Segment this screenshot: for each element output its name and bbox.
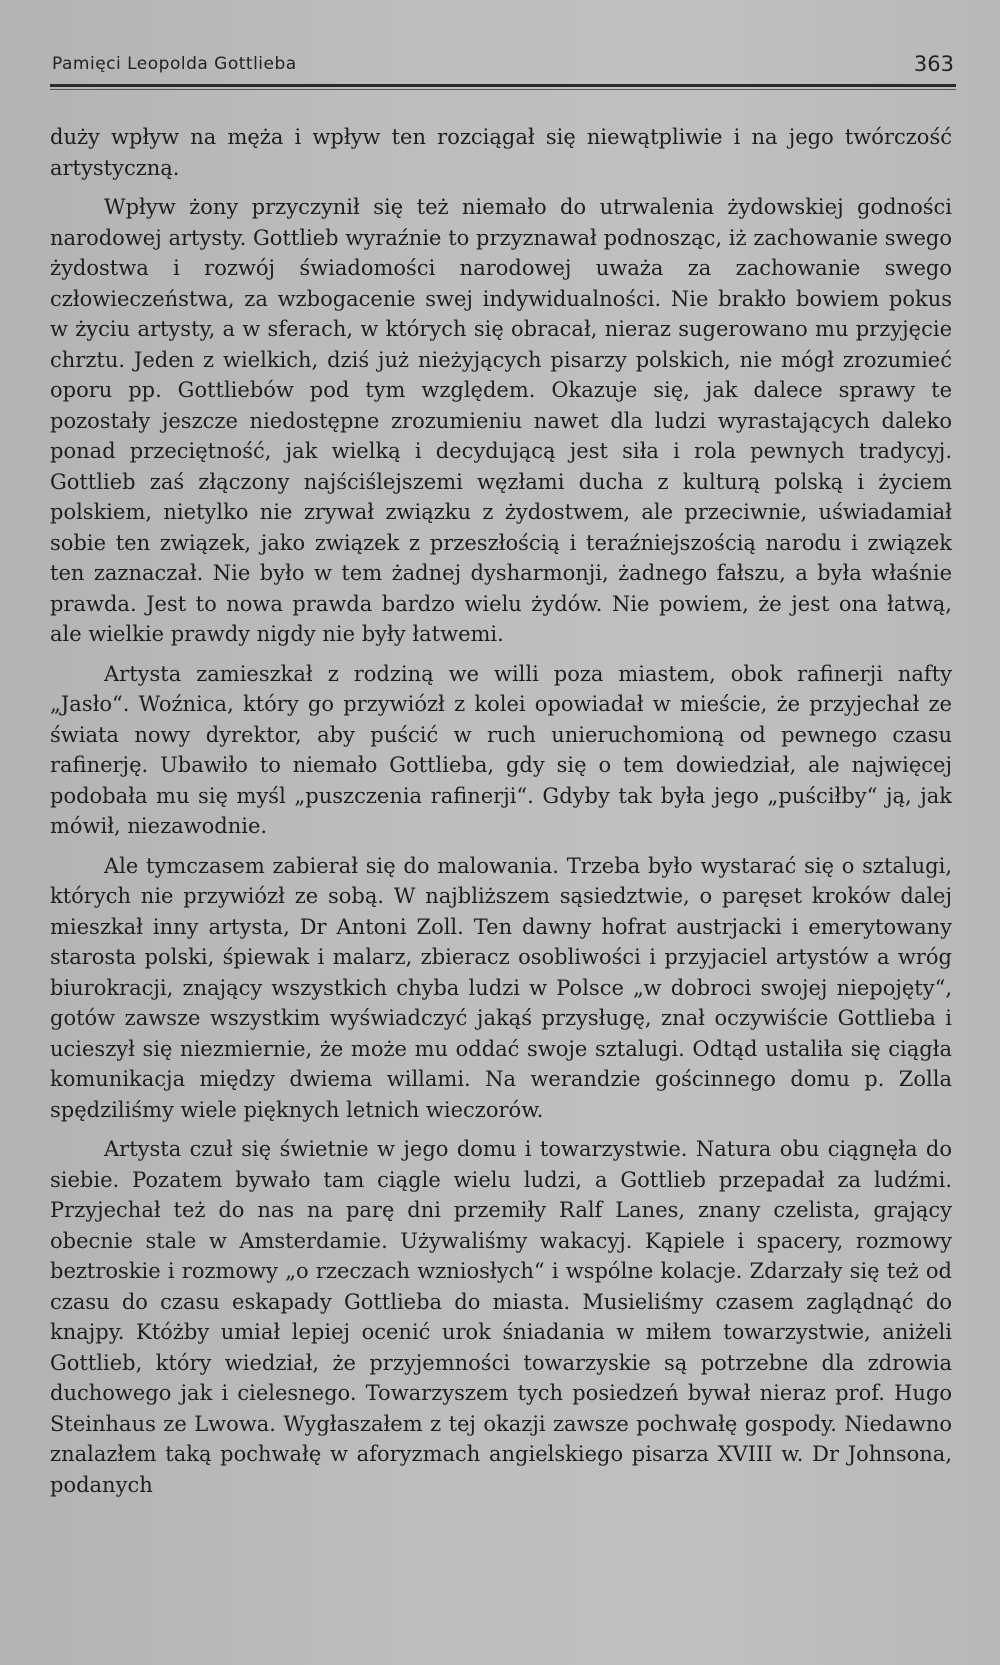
paragraph-2: Wpływ żony przyczynił się też niemało do utrwalenia żydowskiej godności narodowej artysty. Gottlieb wyraźnie to przyznawał podnosząc, iż zachowanie swego żydostwa i rozwój świadomości narodowej uważa za zachowanie swego człowieczeństwa, za wzbogacenie swej indywidualności. Nie brakło bowiem pokus w życiu artysty, a w sferach, w których się obracał, nieraz sugerowano mu przyjęcie chrztu. Jeden z wielkich, dziś już nieżyjących pisarzy polskich, nie mógł zrozumieć oporu pp. Gottliebów pod tym względem. Okazuje się, jak dalece sprawy te pozostały jeszcze niedostępne zrozumieniu nawet dla ludzi wyrastających daleko ponad przeciętność, jak wielką i decydującą jest siła i rola pewnych tradycyj. Gottlieb zaś złączony najściślejszemi węzłami ducha z kulturą polską i życiem polskiem, nietylko nie zrywał związku z żydostwem, ale przeciwnie, uświadamiał sobie ten związek, jako związek z przeszłością i teraźniejszością narodu i związek ten zaznaczał. Nie było w tem żadnej dysharmonji, żadnego fałszu, a była właśnie prawda. Jest to nowa prawda bardzo wielu żydów. Nie powiem, że jest ona łatwą, ale wielkie prawdy nigdy nie były łatwemi. [50,195,952,646]
paragraph-4: Ale tymczasem zabierał się do malowania. Trzeba było wystarać się o sztalugi, których nie przywiózł ze sobą. W najbliższem sąsiedztwie, o paręset kroków dalej mieszkał inny artysta, Dr Antoni Zoll. Ten dawny hofrat austrjacki i emerytowany starosta polski, śpiewak i malarz, zbieracz osobliwości i przyjaciel artystów a wróg biurokracji, znający wszystkich chyba ludzi w Polsce „w dobroci swojej niepojęty“, gotów zawsze wszystkim wyświadczyć jakąś przysługę, znał oczywiście Gottlieba i ucieszył się niezmiernie, że może mu oddać swoje sztalugi. Odtąd ustaliła się ciągła komunikacja między dwiema willami. Na werandzie gościnnego domu p. Zolla spędziliśmy wiele pięknych letnich wieczorów. [50,853,952,1122]
header-rule [50,84,956,87]
page-number: 363 [913,52,954,76]
paragraph-5: Artysta czuł się świetnie w jego domu i towarzystwie. Natura obu ciągnęła do siebie. Pozatem bywało tam ciągle wielu ludzi, a Gottlieb przepadał za ludźmi. Przyjechał też do nas na parę dni przemiły Ralf Lanes, znany czelista, grający obecnie stale w Amsterdamie. Używaliśmy wakacyj. Kąpiele i spacery, rozmowy beztroskie i rozmowy „o rzeczach wzniosłych“ i wspólne kolacje. Zdarzały się też od czasu do czasu eskapady Gottlieba do miasta. Musieliśmy czasem zaglądnąć do knajpy. Któżby umiał lepiej ocenić urok śniadania w miłem towarzystwie, aniżeli Gottlieb, który wiedział, że przyjemności towarzyskie są potrzebne dla zdrowia duchowego jak i cielesnego. Towarzyszem tych posiedzeń bywał nieraz prof. Hugo Steinhaus ze Lwowa. Wygłaszałem z tej okazji zawsze pochwałę gospody. Niedawno znalazłem taką pochwałę w aforyzmach angielskiego pisarza XVIII w. Dr Johnsona, podanych [50,1137,952,1497]
header-rule-thin [50,89,956,90]
body-text [50,122,952,1500]
paragraph-1: duży wpływ na męża i wpływ ten rozciągał się niewątpliwie i na jego twórczość artystyczną. [50,125,952,180]
paragraph-3: Artysta zamieszkał z rodziną we willi poza miastem, obok rafinerji nafty „Jasło“. Woźnica, który go przywiózł z kolei opowiadał w mieście, że przyjechał ze świata nowy dyrektor, aby puścić w ruch unieruchomioną od pewnego czasu rafinerję. Ubawiło to niemało Gottlieba, gdy się o tem dowiedział, ale najwięcej podobała mu się myśl „puszczenia rafinerji“. Gdyby tak była jego „puściłby“ ją, jak mówił, niezawodnie. [50,661,952,838]
running-head [52,52,954,76]
running-title: Pamięci Leopolda Gottlieba [52,54,297,74]
